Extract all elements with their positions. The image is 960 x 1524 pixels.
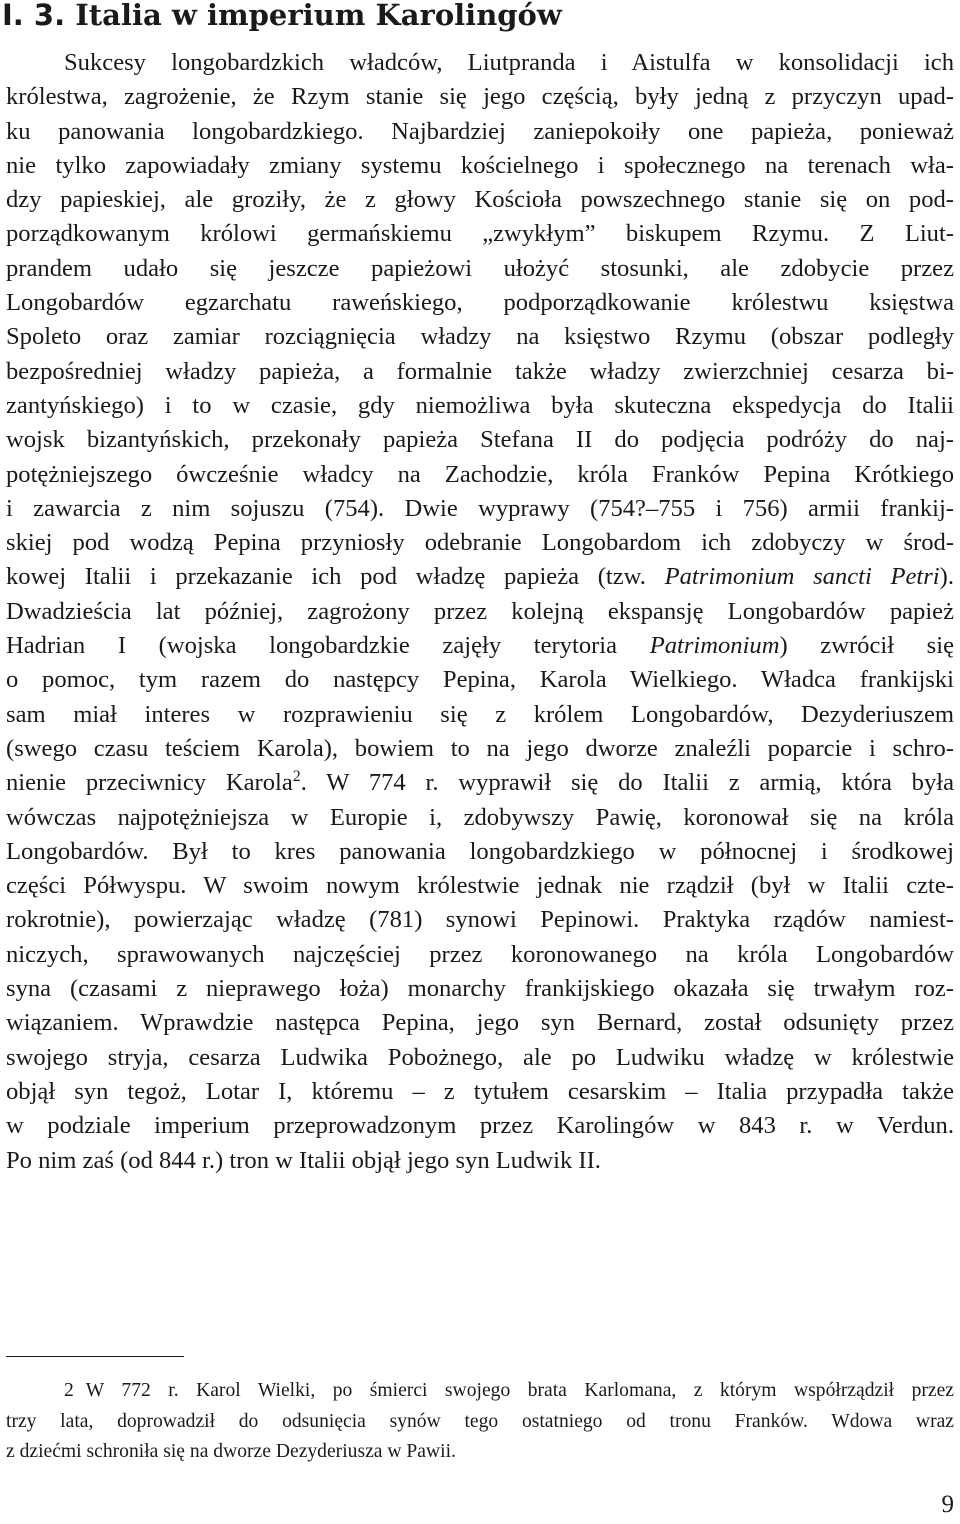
text-line: wówczas najpotężniejsza w Europie i, zdobywszy Pawię, koronował się na króla <box>6 803 954 831</box>
text-line: królestwa, zagrożenie, że Rzym stanie się jego częścią, były jedną z przyczyn upad- <box>6 83 954 111</box>
text-line: sam miał interes w rozprawieniu się z królem Longobardów, Dezyderiuszem <box>6 700 954 728</box>
chapter-heading <box>2 0 562 34</box>
text-line: potężniejszego ówcześnie władcy na Zachodzie, króla Franków Pepina Krótkiego <box>6 460 954 488</box>
text-line: części Półwyspu. W swoim nowym królestwie jednak nie rządził (był w Italii czte- <box>6 872 954 900</box>
footnote-marker: 2 <box>64 1380 74 1401</box>
text-line: objął syn tegoż, Lotar I, któremu – z tytułem cesarskim – Italia przypadła także <box>6 1077 954 1105</box>
text-line: porządkowanym królowi germańskiemu „zwykłym” biskupem Rzymu. Z Liut- <box>6 220 954 248</box>
text-line: nie tylko zapowiadały zmiany systemu kościelnego i społecznego na terenach wła- <box>6 151 954 179</box>
page-number: 9 <box>941 1491 954 1518</box>
italic-term: Patrimonium sancti Petri <box>664 563 940 591</box>
text-line: prandem udało się jeszcze papieżowi ułożyć stosunki, ale zdobycie przez <box>6 254 954 282</box>
text-line: swojego stryja, cesarza Ludwika Pobożnego, ale po Ludwiku władzę w królestwie <box>6 1043 954 1071</box>
text-line: (swego czasu teściem Karola), bowiem to na jego dworze znaleźli poparcie i schro- <box>6 734 954 762</box>
text-line: kowej Italii i przekazanie ich pod władzę papieża (tzw. Patrimonium sancti Petri). <box>6 563 954 591</box>
text-line: rokrotnie), powierzając władzę (781) synowi Pepinowi. Praktyka rządów namiest- <box>6 906 954 934</box>
body-paragraph <box>6 46 954 1178</box>
text-line: niczych, sprawowanych najczęściej przez koronowanego na króla Longobardów <box>6 940 954 968</box>
text-line: o pomoc, tym razem do następcy Pepina, Karola Wielkiego. Władca frankijski <box>6 666 954 694</box>
italic-term: Patrimonium <box>649 632 780 660</box>
text-line: dzy papieskiej, ale groziły, że z głowy Kościoła powszechnego stanie się on pod- <box>6 186 954 214</box>
text-line: wiązaniem. Wprawdzie następca Pepina, jego syn Bernard, został odsunięty przez <box>6 1009 954 1037</box>
chapter-number: I. 3. <box>2 0 66 32</box>
text-line: syna (czasami z nieprawego łoża) monarchy frankijskiego okazała się trwałym roz- <box>6 975 954 1003</box>
footnote <box>6 1376 954 1468</box>
text-line: Longobardów. Był to kres panowania longobardzkiego w północnej i środkowej <box>6 837 954 865</box>
text-line: Sukcesy longobardzkich władców, Liutpranda i Aistulfa w konsolidacji ich <box>64 49 954 76</box>
text-line: nienie przeciwnicy Karola$^2$. W 774 r. wyprawił się do Italii z armią, która była <box>6 768 954 797</box>
text-line: ku panowania longobardzkiego. Najbardziej zaniepokoiły one papieża, ponieważ <box>6 117 954 145</box>
text-line: wojsk bizantyńskich, przekonały papieża Stefana II do podjęcia podróży do naj- <box>6 426 954 454</box>
footnote-line <box>6 1376 954 1407</box>
footnote-line: trzy lata, doprowadził do odsunięcia synów tego ostatniego od tronu Franków. Wdowa wraz <box>6 1410 954 1432</box>
text-line: Hadrian I (wojska longobardzkie zajęły terytoria Patrimonium) zwrócił się <box>6 632 954 660</box>
text-line: zantyńskiego) i to w czasie, gdy niemożliwa była skuteczna ekspedycja do Italii <box>6 391 954 419</box>
text-line: i zawarcia z nim sojuszu (754). Dwie wyprawy (754?–755 i 756) armii frankij- <box>6 494 954 522</box>
text-line: Longobardów egzarchatu raweńskiego, podporządkowanie królestwu księstwa <box>6 289 954 317</box>
text-line: Spoleto oraz zamiar rozciągnięcia władzy na księstwo Rzymu (obszar podległy <box>6 323 954 351</box>
text-line: w podziale imperium przeprowadzonym przez Karolingów w 843 r. w Verdun. <box>6 1112 954 1140</box>
text-line: bezpośredniej władzy papieża, a formalnie także władzy zwierzchniej cesarza bi- <box>6 357 954 385</box>
footnote-separator <box>6 1356 184 1357</box>
footnote-reference: 2 <box>292 768 301 786</box>
footnote-text: W 772 r. Karol Wielki, po śmierci swojego brata Karlomana, z którym współrządził przez <box>85 1380 954 1401</box>
footnote-line: z dziećmi schroniła się na dworze Dezyderiusza w Pawii. <box>6 1441 456 1463</box>
text-line: Po nim zaś (od 844 r.) tron w Italii objął jego syn Ludwik II. <box>6 1146 601 1174</box>
text-line: skiej pod wodzą Pepina przyniosły odebranie Longobardom ich zdobyczy w środ- <box>6 529 954 557</box>
text-line: Dwadzieścia lat później, zagrożony przez kolejną ekspansję Longobardów papież <box>6 597 954 625</box>
chapter-title: Italia w imperium Karolingów <box>75 0 562 32</box>
